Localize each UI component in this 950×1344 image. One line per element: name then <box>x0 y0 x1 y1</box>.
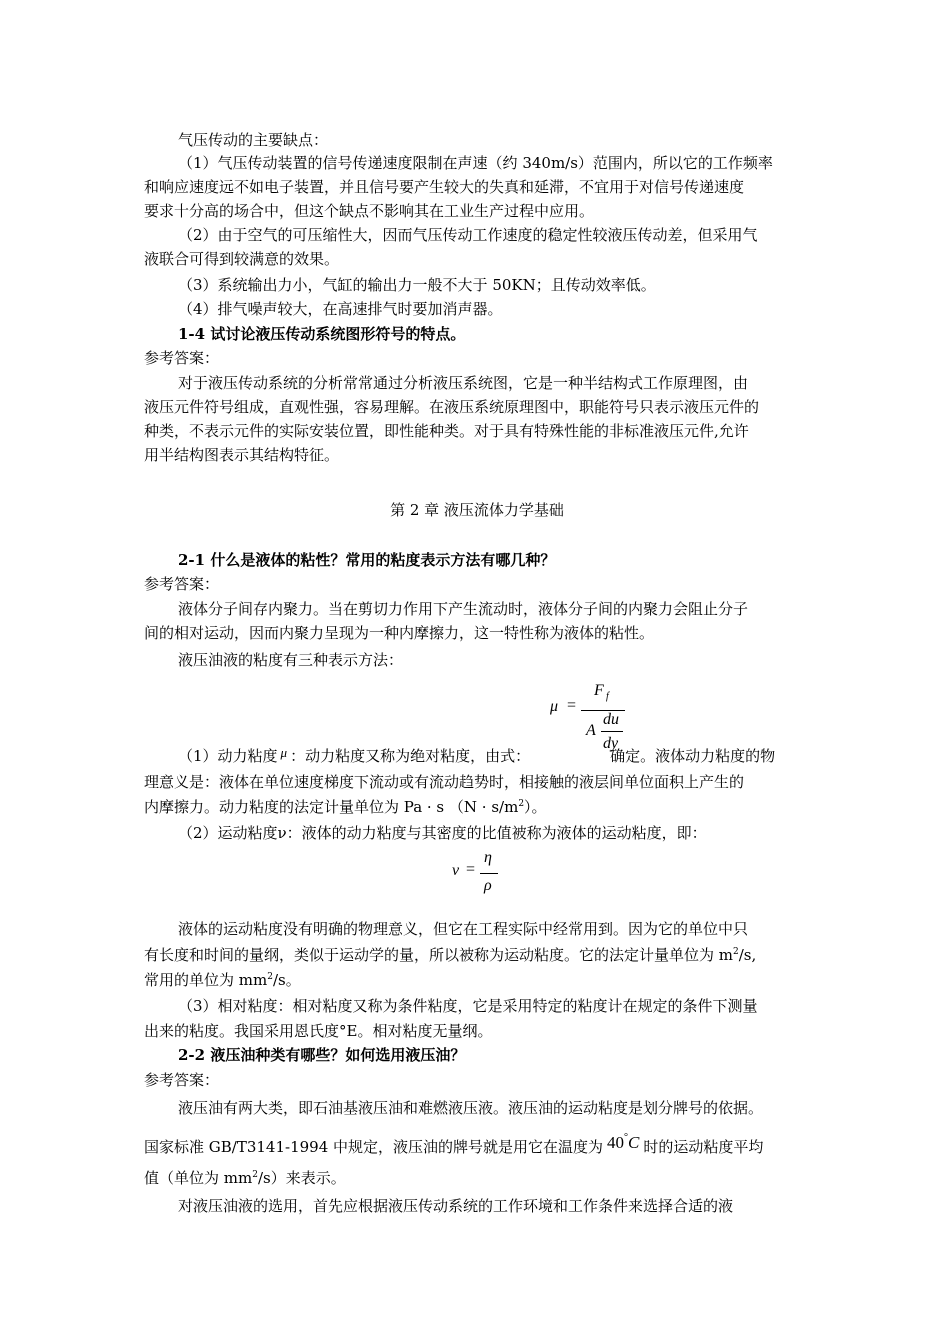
text-line: （1）气压传动装置的信号传递速度限制在声速（约 340m/s）范围内，所以它的工作频率 <box>178 154 773 172</box>
answer-label: 参考答案： <box>144 1071 220 1089</box>
text-line: （2）由于空气的可压缩性大，因而气压传动工作速度的稳定性较液压传动差，但采用气 <box>178 226 758 244</box>
text-segment: 时的运动粘度平均 <box>643 1138 764 1156</box>
formula-nu: ν <box>452 862 460 879</box>
formula-equals: = <box>466 861 476 878</box>
text-line: 出来的粘度。我国采用恩氏度°E。相对粘度无量纲。 <box>144 1022 493 1040</box>
text-line: 间的相对运动，因而内聚力呈现为一种内摩擦力，这一特性称为液体的粘性。 <box>144 624 655 642</box>
text-line: 液体分子间存内聚力。当在剪切力作用下产生流动时，液体分子间的内聚力会阻止分子 <box>178 600 749 618</box>
formula-inner-fraction-bar <box>601 731 623 732</box>
text-line: 液体的运动粘度没有明确的物理意义，但它在工程实际中经常用到。因为它的单位中只 <box>178 920 749 938</box>
text-line: （3）系统输出力小，气缸的输出力一般不大于 50KN；且传动效率低。 <box>178 276 656 294</box>
question-heading: 2-1 什么是液体的粘性？常用的粘度表示方法有哪几种？ <box>178 551 556 569</box>
temperature-degree: ° <box>624 1132 629 1143</box>
text-segment: 国家标准 GB/T3141-1994 中规定，液压油的牌号就是用它在温度为 <box>144 1138 604 1156</box>
text-line: 对于液压传动系统的分析常常通过分析液压系统图，它是一种半结构式工作原理图，由 <box>178 374 749 392</box>
text-line <box>144 1134 810 1163</box>
inline-mu: μ <box>280 745 288 760</box>
text-line <box>144 743 810 770</box>
text-line <box>144 1165 810 1191</box>
text-line: 对液压油液的选用，首先应根据液压传动系统的工作环境和工作条件来选择合适的液 <box>178 1197 734 1215</box>
text-line <box>144 967 810 993</box>
formula-eta: η <box>484 849 492 866</box>
text-line: 理意义是：液体在单位速度梯度下流动或有流动趋势时，相接触的液层间单位面积上产生的 <box>144 773 745 791</box>
text-segment: 确定。液体动力粘度的物 <box>610 747 776 765</box>
formula-dy: dy <box>603 735 619 752</box>
chapter-title: 第 2 章 液压流体力学基础 <box>390 501 564 519</box>
text-line: 要求十分高的场合中，但这个缺点不影响其在工业生产过程中应用。 <box>144 202 595 220</box>
text-segment: 值（单位为 mm <box>144 1169 253 1187</box>
superscript: 2 <box>733 947 739 957</box>
text-line: 液联合可得到较满意的效果。 <box>144 250 340 268</box>
text-segment: ）。 <box>524 798 547 816</box>
question-heading: 1-4 试讨论液压传动系统图形符号的特点。 <box>178 325 466 343</box>
text-line <box>144 942 810 968</box>
answer-label: 参考答案： <box>144 349 220 367</box>
text-segment: 内摩擦力。动力粘度的法定计量单位为 Pa · s （N · s/m <box>144 798 519 816</box>
text-segment: 有长度和时间的量纲，类似于运动学的量，所以被称为运动粘度。它的法定计量单位为 m <box>144 946 733 964</box>
text-segment: ：动力粘度又称为绝对粘度，由式： <box>290 747 531 765</box>
text-segment: （1）动力粘度 <box>178 747 278 765</box>
question-heading: 2-2 液压油种类有哪些？如何选用液压油？ <box>178 1046 466 1064</box>
temperature-unit: C <box>628 1133 640 1152</box>
formula-force: F <box>594 682 604 699</box>
text-segment: /s）来表示。 <box>257 1169 346 1187</box>
text-line <box>144 794 810 820</box>
text-line: 气压传动的主要缺点： <box>178 131 329 149</box>
text-line: 液压油液的粘度有三种表示方法： <box>178 651 404 669</box>
text-line: 液压元件符号组成，直观性强，容易理解。在液压系统原理图中，职能符号只表示液压元件的 <box>144 398 760 416</box>
superscript: 2 <box>267 972 273 982</box>
text-line: 和响应速度远不如电子装置，并且信号要产生较大的失真和延滞，不宜用于对信号传递速度 <box>144 178 745 196</box>
superscript: 2 <box>252 1170 258 1180</box>
superscript: 2 <box>518 799 525 809</box>
text-line: （4）排气噪声较大，在高速排气时要加消声器。 <box>178 300 503 318</box>
answer-label: 参考答案： <box>144 575 220 593</box>
text-segment: /s, <box>738 946 757 964</box>
text-line: （2）运动粘度ν：液体的动力粘度与其密度的比值被称为液体的运动粘度，即： <box>178 824 707 842</box>
text-segment: 常用的单位为 mm <box>144 971 268 989</box>
temperature-value: 40 <box>607 1133 625 1152</box>
formula-equals: = <box>567 697 577 714</box>
formula-area: A <box>586 722 596 739</box>
text-line: 液压油有两大类，即石油基液压油和难燃液压液。液压油的运动粘度是划分牌号的依据。 <box>178 1099 764 1117</box>
text-line: 用半结构图表示其结构特征。 <box>144 446 340 464</box>
text-line: （3）相对粘度：相对粘度又称为条件粘度，它是采用特定的粘度计在规定的条件下测量 <box>178 997 758 1015</box>
formula-fraction-bar <box>480 873 498 874</box>
text-line: 种类，不表示元件的实际安装位置，即性能种类。对于具有特殊性能的非标准液压元件,允许 <box>144 422 749 440</box>
text-segment: /s。 <box>272 971 301 989</box>
formula-mu: μ <box>550 698 559 715</box>
formula-du: du <box>603 711 619 728</box>
formula-rho: ρ <box>484 877 492 894</box>
formula-force-subscript: f <box>606 691 609 702</box>
